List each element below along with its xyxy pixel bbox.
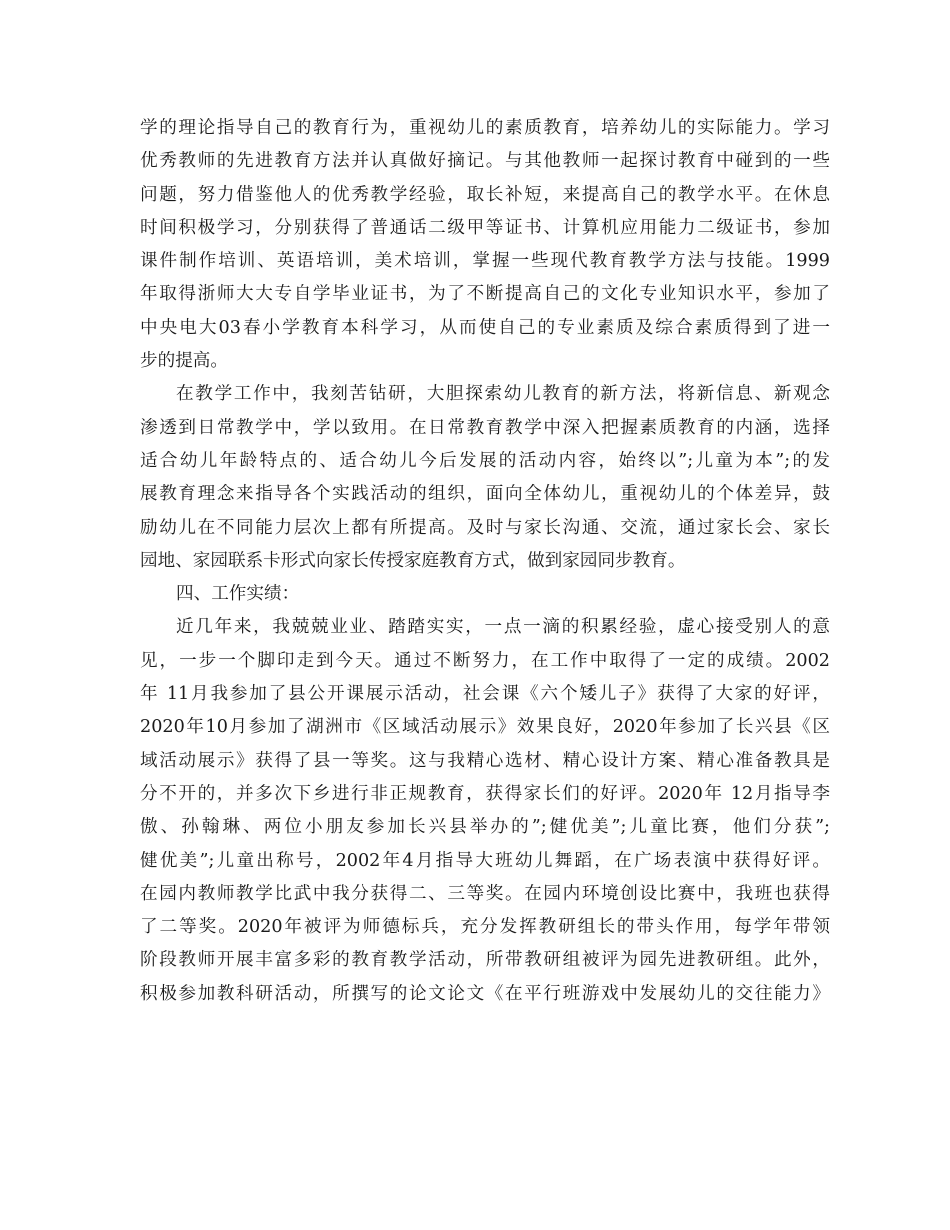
- text-line: 问题，努力借鉴他人的优秀教学经验，取长补短，来提高自己的教学水平。在休息: [140, 184, 830, 205]
- text-line: 傲、孙翰琳、两位小朋友参加长兴县举办的”;健优美”;儿童比赛，他们分获”;: [140, 817, 830, 838]
- text-line: 学的理论指导自己的教育行为，重视幼儿的素质教育，培养幼儿的实际能力。学习: [140, 118, 830, 138]
- text-line: 时间积极学习，分别获得了普通话二级甲等证书、计算机应用能力二级证书，参加: [140, 217, 830, 238]
- text-line: 近几年来，我兢兢业业、踏踏实实，一点一滴的积累经验，虚心接受别人的意: [176, 617, 830, 638]
- text-line: 中央电大03春小学教育本科学习，从而使自己的专业素质及综合素质得到了进一: [140, 317, 830, 338]
- text-line: 在教学工作中，我刻苦钻研，大胆探索幼儿教育的新方法，将新信息、新观念: [176, 384, 830, 405]
- text-line: 园地、家园联系卡形式向家长传授家庭教育方式，做到家园同步教育。: [140, 550, 686, 571]
- text-line: 阶段教师开展丰富多彩的教育教学活动，所带教研组被评为园先进教研组。此外，: [140, 950, 830, 971]
- text-line: 2020年10月参加了湖洲市《区域活动展示》效果良好，2020年参加了长兴县《区: [140, 717, 830, 738]
- text-line: 在园内教师教学比武中我分获得二、三等奖。在园内环境创设比赛中，我班也获得: [140, 883, 830, 904]
- text-line: 展教育理念来指导各个实践活动的组织，面向全体幼儿，重视幼儿的个体差异，鼓: [140, 484, 830, 505]
- text-line: 分不开的，并多次下乡进行非正规教育，获得家长们的好评。2020年 12月指导李: [140, 783, 830, 804]
- text-line: 年 11月我参加了县公开课展示活动，社会课《六个矮儿子》获得了大家的好评，: [140, 684, 830, 705]
- text-line: 积极参加教科研活动，所撰写的论文论文《在平行班游戏中发展幼儿的交往能力》: [140, 983, 830, 1004]
- text-line: 步的提高。: [140, 351, 228, 372]
- text-line: 域活动展示》获得了县一等奖。这与我精心选材、精心设计方案、精心准备教具是: [140, 750, 830, 771]
- text-line: 适合幼儿年龄特点的、适合幼儿今后发展的活动内容，始终以”;儿童为本”;的发: [140, 450, 830, 471]
- text-line: 励幼儿在不同能力层次上都有所提高。及时与家长沟通、交流，通过家长会、家长: [140, 517, 830, 538]
- text-line: 优秀教师的先进教育方法并认真做好摘记。与其他教师一起探讨教育中碰到的一些: [140, 151, 830, 172]
- text-line: 课件制作培训、英语培训，美术培训，掌握一些现代教育教学方法与技能。1999: [140, 251, 830, 272]
- text-line: 四、工作实绩：: [176, 584, 300, 605]
- text-line: 健优美”;儿童出称号，2002年4月指导大班幼儿舞蹈，在广场表演中获得好评。: [140, 850, 830, 871]
- document-body-text: [140, 112, 830, 1011]
- text-line: 了二等奖。2020年被评为师德标兵，充分发挥教研组长的带头作用，每学年带领: [140, 917, 830, 938]
- text-line: 年取得浙师大大专自学毕业证书，为了不断提高自己的文化专业知识水平，参加了: [140, 284, 830, 305]
- text-line: 见，一步一个脚印走到今天。通过不断努力，在工作中取得了一定的成绩。2002: [140, 650, 830, 671]
- text-line: 渗透到日常教学中，学以致用。在日常教育教学中深入把握素质教育的内涵，选择: [140, 417, 830, 438]
